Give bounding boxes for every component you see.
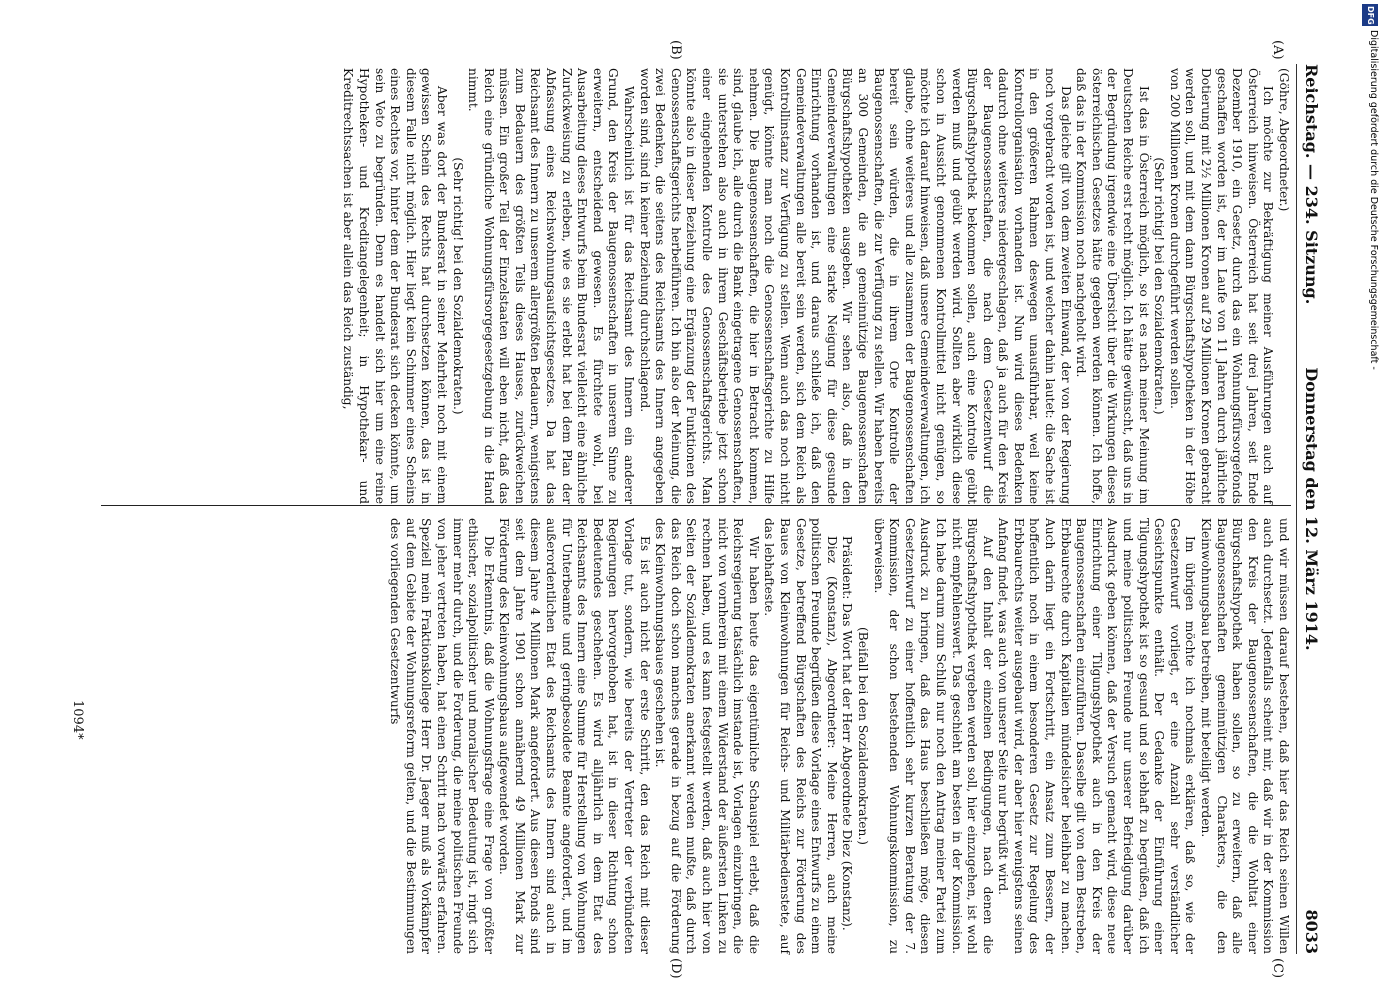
interjection: (Sehr richtig! bei den Sozialdemokraten.): [450, 157, 465, 415]
paragraph: Das gleiche gilt von dem zweiten Einwand, der von der Regierung noch vorgebracht worden ist, und welcher dahin lautet: die Sache ist in den größeren Rahmen deswegen unausführbar, weil keine Kontrollorganisation vorhanden ist. Nun wird dieses Bedenken dadurch ohne weiteres niedergeschlagen, daß ja auch für den Kreis der Baugenossenschaften, die nach dem Gesetzentwurf die Bürgschaftshypothek bekommen sollen, auch eine Kontrolle geübt werden muß und geübt werden wird. Sollten aber wirklich diese schon in Aussicht genommenen Kontrollmittel nicht genügen, so möchte ich darauf hinweisen, daß unsere Gemeindeverwaltungen, ich glaube, ohne weiteres und alle zusammen der Baugenossenschaften bereit sein würden, die in ihrem Orte Kontrolle der Baugenossenschaften, die zur Verfügung zu stellen. Wir haben bereits an 300 Gemeinden, die an gemeinnützige Baugenossenschaften Bürgschaftshypotheken ausgeben. Wir sehen also, daß in den Gemeindeverwaltungen eine starke Neigung für diese gesunde Einrichtung vorhanden ist, und daraus schließe ich, daß den Gemeindeverwaltungen alle bereit sein werden, sich dem Reich als Kontrollinstanz zur Verfügung zu stellen. Wenn auch das noch nicht genügt, könnte man noch die Genossenschaftsgerichte zu Hilfe nehmen. Die Baugenossenschaften, die hier in Betracht kommen, sind, glaube ich, alle durch die Bank eingetragene Genossenschaften, sie unterstehen also auch in ihrem Geschäftsbetriebe jetzt schon einer eingehenden Kontrolle des Genossenschaftsgerichts. Man könnte also in dieser Beziehung eine Ergänzung der Funktionen des Genossenschaftsgerichts herbeiführen. Ich bin also der Meinung, die zwei Bedenken, die seitens des Reichsamts des Innern angegeben worden sind, sind in keiner Beziehung durchschlagend.: [637, 68, 1073, 504]
margin-mark-b: (B): [668, 40, 683, 60]
left-column: [340, 68, 1291, 504]
header-center: Donnerstag den 12. März 1914.: [1302, 367, 1321, 651]
paragraph: Wir haben heute das eigentümliche Schauspiel erlebt, daß die Reichsregierung tatsächlich imstande ist, Vorlagen einzubringen, die nicht von vornherein mit einem Widerstand der äußersten Linken zu rechnen haben, und es kann festgestellt werden, daß auch hier von Seiten der Sozialdemokraten anerkannt werden mußte, daß durch das Reich doch schon manches gerade in bezug auf die Förderung des Kleinwohnungsbaues geschehen ist.: [653, 518, 761, 954]
right-column: [387, 518, 1291, 954]
paragraph: Die Erkenntnis, daß die Wohnungsfrage eine Frage von größter ethischer, sozialpolitischer und moralischer Bedeutung ist, ringt sich immer mehr durch, und die Forderung, die meine politischen Freunde von jeher vertreten haben, hat einen Schritt nach vorwärts erfahren. Speziell mein Fraktionskollege Herr Dr. Jaeger muß als Vorkämpfer auf dem Gebiete der Wohnungsreform gelten, und die Bestimmungen des vorliegenden Gesetzentwurfs: [388, 518, 496, 954]
digitization-sidebar: [1360, 0, 1382, 1000]
page-number: 8033: [1302, 909, 1321, 954]
speaker-note: (Göhre, Abgeordneter.): [1277, 68, 1291, 212]
margin-mark-c: (C): [1270, 958, 1285, 979]
page-header: [1296, 64, 1325, 954]
paragraph: Ich möchte zur Bekräftigung meiner Ausführungen auch auf Österreich hinweisen. Österreich hat seit drei Jahren, seit Ende Dezember 1910, ein Gesetz, durch das ein Wohnungsfürsorgefonds geschaffen worden ist, der im Laufe von 11 Jahren durch jährliche Dotierung mit 2½ Millionen Kronen auf 29 Millionen Kronen gebracht werden soll, und mit dem dann Bürgschaftshypotheken in der Höhe von 200 Millionen Kronen durchgeführt werden sollen.: [1167, 68, 1276, 504]
margin-mark-d: (D): [668, 958, 683, 979]
sheet-number: 1094*: [70, 700, 85, 740]
paragraph: Wahrscheinlich ist für das Reichsamt des Innern ein anderer Grund, den Kreis der Baugenossenschaften in unserem Sinne zu erweitern, entscheidend gewesen. Es fürchtete wohl, bei Ausarbeitung dieses Entwurfs beim Bundesrat vielleicht eine ähnliche Zurückweisung zu erleben, wie es sie erlebt hat bei dem Plan der Abfassung eines Reichswohnungsaufsichtsgesetzes. Da hat das Reichsamt des Innern zu unserem allergrößten Bedauern, wenigstens zum Bedauern des größten Teils dieses Hauses, zurückweichen müssen. Ein großer Teil der Einzelstaaten will eben nicht, daß das Reich eine gründliche Wohnungsfürsorgegesetzgebung in die Hand nimmt.: [466, 68, 637, 504]
digitization-credit: Digitalisierung gefördert durch die Deutsche Forschungsgemeinschaft -: [1368, 30, 1379, 370]
interjection: (Sehr richtig! bei den Sozialdemokraten.): [1152, 157, 1167, 415]
column-divider: [101, 505, 1291, 506]
paragraph: Im übrigen möchte ich nochmals erklären, daß so, wie der Gesetzentwurf vorliegt, er eine Anzahl sehr verständlicher Gesichtspunkte enthält. Der Gedanke der Einführung einer Tilgungshypothek ist so gesund und so lebhaft zu begrüßen, daß ich und meine politischen Freunde nur unserer Befriedigung darüber Ausdruck geben können, daß der Versuch gemacht wird, diese neue Einrichtung einer Tilgungshypothek auch in den Kreis der Baugenossenschaften einzuführen. Dasselbe gilt von dem Bestreben, Erbbaurechte durch Kapitalien mündelsicher beleihbar zu machen. Auch darin liegt ein Fortschritt, ein Ansatz zum Bessern, der hoffentlich noch in einem besonderen Gesetz zur Regelung des Erbbaurechts weiter ausgebaut wird, der aber hier wenigstens seinen Anfang findet, was auch von unserer Seite nur begrüßt wird.: [996, 518, 1198, 954]
president-statement: Präsident: Das Wort hat der Herr Abgeordnete Diez (Konstanz).: [840, 536, 855, 931]
paragraph: Es ist auch nicht der erste Schritt, den das Reich mit dieser Vorlage tut, sondern, wie bereits der Vertreter der verbündeten Regierungen hervorgehoben hat, ist in dieser Richtung schon Bedeutendes geschehen. Es wird alljährlich in dem Etat des Reichsamts des Innern eine Summe für Herstellung von Wohnungen für Unterbeamte und geringbesoldete Beamte angefordert, und im außerordentlichen Etat des Reichsamts des Innern sind auch in diesem Jahre 4 Millionen Mark angefordert. Aus diesen Fonds sind seit dem Jahre 1901 schon annähernd 49 Millionen Mark zur Förderung des Kleinwohnungsbaus aufgewendet worden.: [497, 518, 652, 954]
paragraph: und wir müssen darauf bestehen, daß hier das Reich seinen Willen auch durchsetzt. Jedenfalls scheint mir, daß wir in der Kommission den Kreis der Baugenossenschaften, die die Wohltat einer Bürgschaftshypothek haben sollen, so zu erweitern, daß alle Baugenossenschaften gemeinnützigen Charakters, die den Kleinwohnungsbau betreiben, mit beteiligt werden.: [1199, 518, 1291, 954]
header-left: Reichstag. — 234. Sitzung.: [1302, 64, 1321, 305]
paragraph: Aber was dort der Bundesrat in seiner Mehrheit noch mit einem gewissen Schein des Rechts hat durchsetzen können, das ist in diesem Falle nicht möglich. Hier liegt kein Schimmer eines Scheins eines Rechtes vor, hinter dem der Bundesrat sich decken könnte, um sein Veto zu begründen. Denn es handelt sich hier um eine reine Hypotheken- und Kreditangelegenheit; in Hypothekar- und Kreditrechtssachen ist aber allein das Reich zuständig,: [341, 68, 449, 504]
interjection: (Beifall bei den Sozialdemokraten.): [855, 627, 870, 845]
margin-mark-a: (A): [1270, 40, 1285, 60]
paragraph: Diez (Konstanz), Abgeordneter: Meine Herren, auch meine politischen Freunde begrüßen diese Vorlage eines Entwurfs zu einem Gesetze, betreffend Bürgschaften des Reichs zur Förderung des Baues von Kleinwohnungen für Reichs- und Militärbedienstete, auf das lebhafteste.: [762, 518, 839, 954]
paragraph: Auf den Inhalt der einzelnen Bedingungen, nach denen die Bürgschaftshypothek vergeben werden soll, hier einzugehen, ist wohl nicht empfehlenswert. Das geschieht am besten in der Kommission. Ich habe darum zum Schluß nur noch den Antrag meiner Partei zum Ausdruck zu bringen, daß das Haus beschließen möge, diesen Gesetzentwurf zu einer hoffentlich sehr kurzen Beratung der 7. Kommission, der schon bestehenden Wohnungskommission, zu überweisen.: [871, 518, 995, 954]
dfg-logo: DFG: [1362, 4, 1378, 26]
paragraph: Ist das in Österreich möglich, so ist es nach meiner Meinung im Deutschen Reiche erst recht möglich. Ich hätte gewünscht, daß uns in der Begründung irgendwie eine Übersicht über die Wirkungen dieses österreichischen Gesetzes hätte gegeben werden können. Ich hoffe, daß das in der Kommission noch nachgeholt wird.: [1074, 68, 1151, 504]
